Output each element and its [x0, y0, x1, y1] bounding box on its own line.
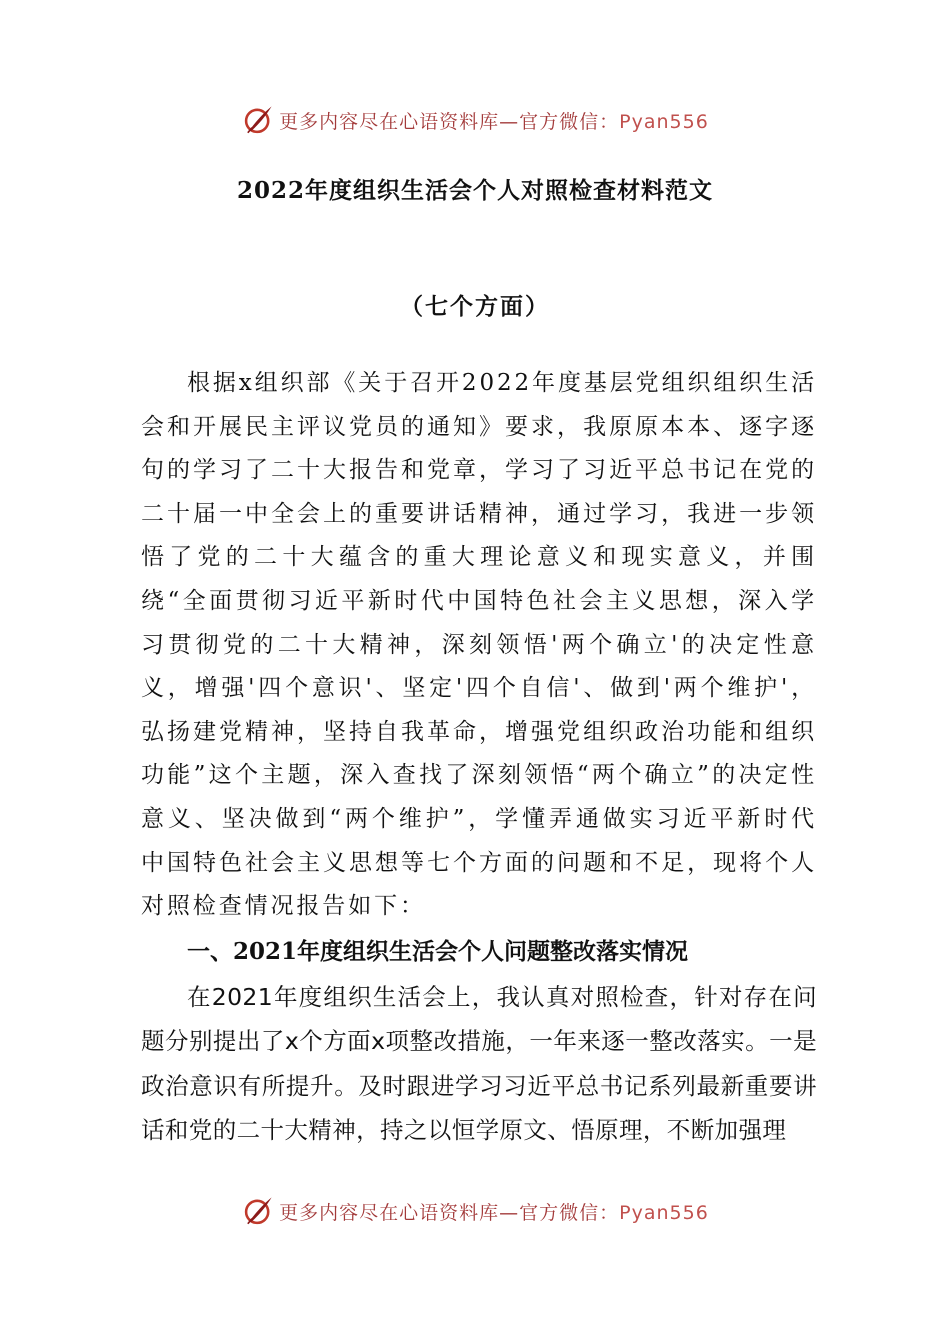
wechat-id: Pyan556 — [619, 110, 709, 133]
quill-pen-logo-icon — [241, 103, 275, 137]
footer-banner — [0, 1191, 950, 1231]
wechat-id: Pyan556 — [619, 1201, 709, 1224]
document-title: 2022年度组织生活会个人对照检查材料范文 — [236, 177, 713, 204]
banner-text: 更多内容尽在心语资料库—官方微信：Pyan556 — [279, 110, 709, 133]
section-paragraph-1: 在2021年度组织生活会上，我认真对照检查，针对存在问题分别提出了x个方面x项整改措施，一年来逐一整改落实。一是政治意识有所提升。及时跟进学习习近平总书记系列最新重要讲话和党的二十大精神，持之以恒学原文、悟原理，不断加强理 — [141, 983, 817, 1144]
document-subtitle: （七个方面） — [400, 293, 550, 320]
intro-paragraph: 根据x组织部《关于召开2022年度基层党组织组织生活会和开展民主评议党员的通知》要求，我原原本本、逐字逐句的学习了二十大报告和党章，学习了习近平总书记在党的二十届一中全会上的重要讲话精神，通过学习，我进一步领悟了党的二十大蕴含的重大理论意义和现实意义，并围绕“全面贯彻习近平新时代中国特色社会主义思想，深入学习贯彻党的二十大精神，深刻领悟'两个确立'的决定性意义，增强'四个意识'、坚定'四个自信'、做到'两个维护'，弘扬建党精神，坚持自我革命，增强党组织政治功能和组织功能”这个主题，深入查找了深刻领悟“两个确立”的决定性意义、坚决做到“两个维护”，学懂弄通做实习近平新时代中国特色社会主义思想等七个方面的问题和不足，现将个人对照检查情况报告如下： — [141, 370, 817, 920]
banner-text: 更多内容尽在心语资料库—官方微信：Pyan556 — [279, 1201, 709, 1224]
section-heading-1: 一、2021年度组织生活会个人问题整改落实情况 — [187, 938, 689, 965]
header-banner — [0, 100, 950, 140]
quill-pen-logo-icon — [241, 1194, 275, 1228]
